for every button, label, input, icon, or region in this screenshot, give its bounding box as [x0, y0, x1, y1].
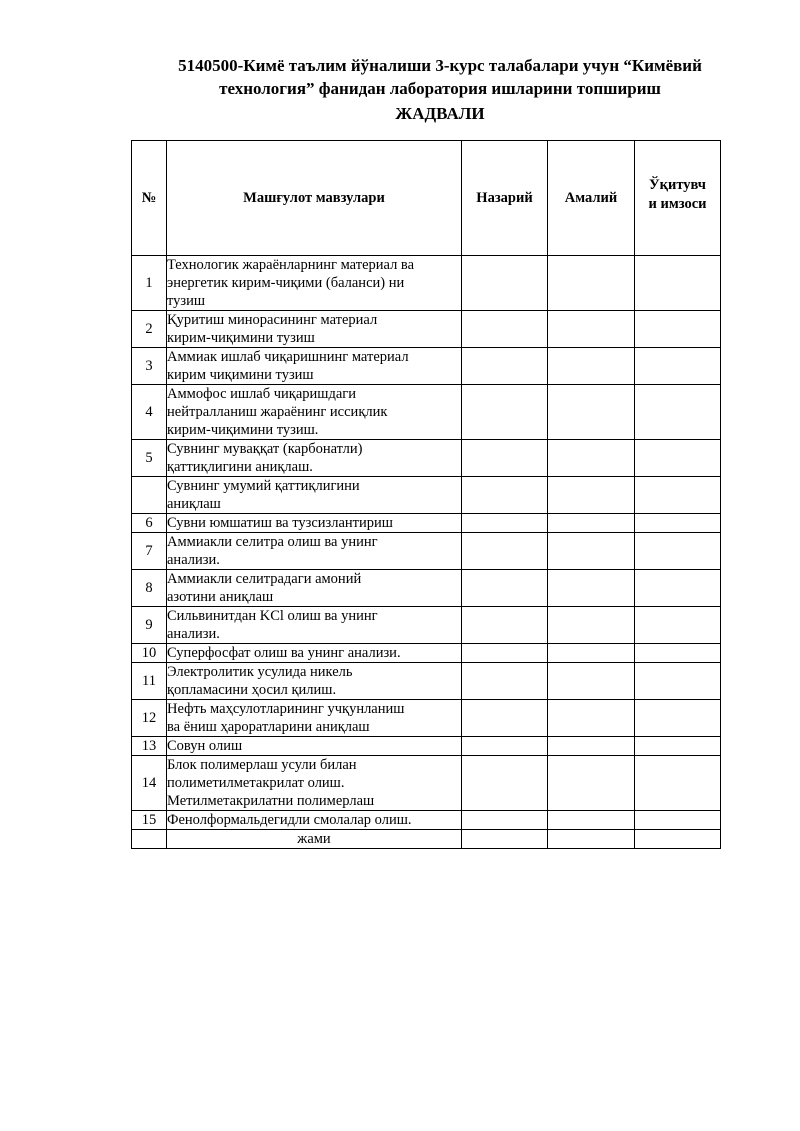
row-signature-cell	[635, 477, 721, 514]
row-number: 12	[132, 700, 167, 737]
document-title	[120, 54, 760, 125]
row-practice-cell	[548, 663, 635, 700]
topic-line: азотини аниқлаш	[167, 589, 274, 605]
row-signature-cell	[635, 607, 721, 644]
table-row	[132, 385, 721, 440]
row-number: 5	[132, 440, 167, 477]
topic-line: Аммиакли селитра олиш ва унинг	[167, 534, 378, 550]
topic-line: Блок полимерлаш усули билан	[167, 757, 357, 773]
row-topic	[167, 385, 462, 440]
row-practice-cell	[548, 514, 635, 533]
topic-line: кирим-чиқимини тузиш	[167, 330, 315, 346]
row-theory-cell	[462, 700, 548, 737]
row-topic	[167, 811, 462, 830]
row-topic	[167, 514, 462, 533]
topic-line: Суперфосфат олиш ва унинг анализи.	[167, 645, 401, 661]
topic-line: Технологик жараёнларнинг материал ва	[167, 257, 415, 273]
topic-line: полиметилметакрилат олиш.	[167, 775, 345, 791]
row-topic	[167, 256, 462, 311]
row-signature-cell	[635, 700, 721, 737]
topic-line: тузиш	[167, 293, 206, 309]
header-signature-line-1: Ўқитувч	[649, 177, 706, 193]
row-theory-cell	[462, 737, 548, 756]
total-signature-cell	[635, 830, 721, 849]
row-theory-cell	[462, 440, 548, 477]
row-theory-cell	[462, 756, 548, 811]
table-row	[132, 644, 721, 663]
total-number-cell	[132, 830, 167, 849]
topic-line: қаттиқлигини аниқлаш.	[167, 459, 313, 475]
row-topic	[167, 737, 462, 756]
row-practice-cell	[548, 737, 635, 756]
table-row	[132, 700, 721, 737]
topic-line: Сувни юмшатиш ва тузсизлантириш	[167, 515, 393, 531]
topic-line: кирим-чиқимини тузиш.	[167, 422, 319, 438]
row-number: 13	[132, 737, 167, 756]
table-row	[132, 663, 721, 700]
table-row	[132, 570, 721, 607]
row-practice-cell	[548, 311, 635, 348]
row-signature-cell	[635, 533, 721, 570]
topic-line: аниқлаш	[167, 496, 221, 512]
row-number: 9	[132, 607, 167, 644]
row-practice-cell	[548, 256, 635, 311]
row-practice-cell	[548, 644, 635, 663]
row-topic	[167, 311, 462, 348]
topic-line: Аммиакли селитрадаги амоний	[167, 571, 362, 587]
row-signature-cell	[635, 644, 721, 663]
table-row	[132, 811, 721, 830]
row-topic	[167, 440, 462, 477]
header-practice: Амалий	[548, 141, 635, 256]
row-number: 2	[132, 311, 167, 348]
row-signature-cell	[635, 570, 721, 607]
topic-line: нейтралланиш жараёнинг иссиқлик	[167, 404, 388, 420]
row-theory-cell	[462, 607, 548, 644]
row-theory-cell	[462, 348, 548, 385]
topic-line: Совун олиш	[167, 738, 243, 754]
row-theory-cell	[462, 663, 548, 700]
header-number: №	[132, 141, 167, 256]
topic-line: Қуритиш минорасининг материал	[167, 312, 378, 328]
row-practice-cell	[548, 385, 635, 440]
table-row	[132, 514, 721, 533]
topic-line: Электролитик усулида никель	[167, 664, 353, 680]
row-number: 10	[132, 644, 167, 663]
row-practice-cell	[548, 811, 635, 830]
table-row	[132, 607, 721, 644]
table-row	[132, 311, 721, 348]
total-practice-cell	[548, 830, 635, 849]
table-row	[132, 533, 721, 570]
row-signature-cell	[635, 663, 721, 700]
row-practice-cell	[548, 533, 635, 570]
topic-line: Аммиак ишлаб чиқаришнинг материал	[167, 349, 409, 365]
row-number: 4	[132, 385, 167, 440]
row-practice-cell	[548, 348, 635, 385]
topic-line: кирим чиқимини тузиш	[167, 367, 314, 383]
topic-line: Сувнинг умумий қаттиқлигини	[167, 478, 360, 494]
header-theory: Назарий	[462, 141, 548, 256]
row-signature-cell	[635, 737, 721, 756]
row-number: 11	[132, 663, 167, 700]
header-teacher-signature	[635, 141, 721, 256]
row-theory-cell	[462, 811, 548, 830]
row-number: 14	[132, 756, 167, 811]
table-row	[132, 737, 721, 756]
row-theory-cell	[462, 311, 548, 348]
row-practice-cell	[548, 570, 635, 607]
title-line-1: 5140500-Кимё таълим йўналиши 3-курс талабалари учун “Кимёвий	[178, 56, 702, 75]
row-topic	[167, 756, 462, 811]
row-signature-cell	[635, 348, 721, 385]
row-signature-cell	[635, 514, 721, 533]
header-signature-line-2: и имзоси	[648, 196, 707, 212]
topic-line: Метилметакрилатни полимерлаш	[167, 793, 375, 809]
row-topic	[167, 348, 462, 385]
row-topic	[167, 607, 462, 644]
row-number: 7	[132, 533, 167, 570]
row-number: 15	[132, 811, 167, 830]
header-topics: Машғулот мавзулари	[167, 141, 462, 256]
row-practice-cell	[548, 477, 635, 514]
row-topic	[167, 644, 462, 663]
topic-line: Аммофос ишлаб чиқаришдаги	[167, 386, 356, 402]
row-signature-cell	[635, 311, 721, 348]
row-signature-cell	[635, 256, 721, 311]
row-theory-cell	[462, 477, 548, 514]
table-row	[132, 477, 721, 514]
topic-line: анализи.	[167, 552, 220, 568]
row-practice-cell	[548, 756, 635, 811]
row-topic	[167, 533, 462, 570]
row-topic	[167, 477, 462, 514]
row-number: 6	[132, 514, 167, 533]
row-topic	[167, 570, 462, 607]
table-row	[132, 256, 721, 311]
topic-line: энергетик кирим-чиқими (баланси) ни	[167, 275, 405, 291]
header-row	[132, 141, 721, 256]
row-theory-cell	[462, 385, 548, 440]
table-row	[132, 756, 721, 811]
row-number	[132, 477, 167, 514]
total-theory-cell	[462, 830, 548, 849]
topic-line: Фенолформальдегидли смолалар олиш.	[167, 812, 412, 828]
row-theory-cell	[462, 570, 548, 607]
topic-line: Сувнинг муваққат (карбонатли)	[167, 441, 363, 457]
row-theory-cell	[462, 644, 548, 663]
row-signature-cell	[635, 811, 721, 830]
table-row	[132, 440, 721, 477]
schedule-table	[131, 140, 721, 849]
total-row	[132, 830, 721, 849]
topic-line: қопламасини ҳосил қилиш.	[167, 682, 337, 698]
row-number: 1	[132, 256, 167, 311]
total-label: жами	[167, 830, 462, 849]
row-theory-cell	[462, 533, 548, 570]
row-number: 3	[132, 348, 167, 385]
row-signature-cell	[635, 440, 721, 477]
row-number: 8	[132, 570, 167, 607]
row-practice-cell	[548, 440, 635, 477]
topic-line: Сильвинитдан KCl олиш ва унинг	[167, 608, 378, 624]
row-signature-cell	[635, 385, 721, 440]
row-topic	[167, 663, 462, 700]
row-signature-cell	[635, 756, 721, 811]
row-topic	[167, 700, 462, 737]
topic-line: Нефть маҳсулотларининг учқунланиш	[167, 701, 405, 717]
topic-line: ва ёниш ҳароратларини аниқлаш	[167, 719, 370, 735]
row-practice-cell	[548, 607, 635, 644]
title-line-3: ЖАДВАЛИ	[395, 104, 485, 123]
row-practice-cell	[548, 700, 635, 737]
topic-line: анализи.	[167, 626, 220, 642]
title-line-2: технология” фанидан лаборатория ишларини топшириш	[219, 79, 661, 98]
table-row	[132, 348, 721, 385]
row-theory-cell	[462, 514, 548, 533]
row-theory-cell	[462, 256, 548, 311]
